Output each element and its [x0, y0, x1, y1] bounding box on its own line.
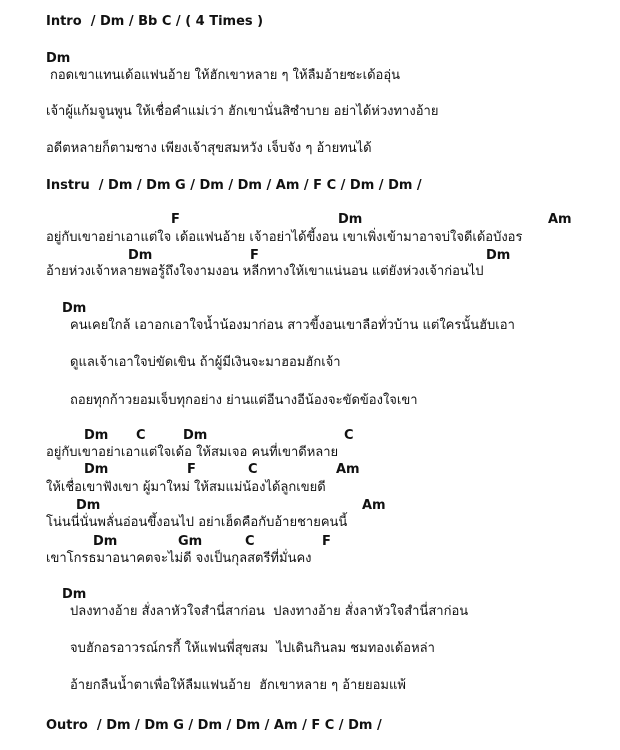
verse3-chord: Dm [62, 587, 87, 602]
verse2-lyric-1: คนเคยใกล้ เอาอกเอาใจน้ำน้องมาก่อน สาวขี้งอนเขาลือทั่วบ้าน แต่ใครนั้นฮับเอา [70, 318, 515, 333]
verse1-chord: Dm [46, 51, 71, 66]
chorus2-lyric-1: อยู่กับเขาอย่าเอาแต่ใจเด้อ ให้สมเจอ คนที่เขาดีหลาย [46, 445, 339, 460]
chorus2-lyric-3: โน่นนี่นั่นพลั่นอ่อนขึ้งอนไป อย่าเฮ็ดคือกับอ้ายชายคนนี้ [46, 515, 348, 530]
chord-f: F [187, 462, 196, 477]
chord-f: F [322, 534, 331, 549]
chord-c: C [136, 428, 146, 443]
verse1-lyric-1: กอดเขาแทนเด้อแฟนอ้าย ให้ฮักเขาหลาย ๆ ให้ลืมอ้ายซะเด้ออุ่น [50, 68, 401, 83]
verse2-chord: Dm [62, 301, 87, 316]
chorus1-lyric-2: อ้ายห่วงเจ้าหลายพอรู้ถึงใจงามงอน หลีกทางให้เขาแน่นอน แต่ยังห่วงเจ้าก่อนไป [46, 264, 484, 279]
chord-am: Am [548, 212, 572, 227]
chord-gm: Gm [178, 534, 203, 549]
chord-c: C [248, 462, 258, 477]
chord-f: F [171, 212, 180, 227]
chord-c: C [344, 428, 354, 443]
chord-dm: Dm [84, 428, 109, 443]
chorus2-lyric-4: เขาโกรธมาอนาคตจะไม่ดี จงเป็นกุลสตรีที่มั่นคง [46, 551, 312, 566]
chord-c: C [245, 534, 255, 549]
chord-dm: Dm [84, 462, 109, 477]
chord-dm: Dm [76, 498, 101, 513]
verse1-lyric-2: เจ้าผู้แก้มจูนพูน ให้เชื่อคำแม่เว่า ฮักเขานั่นสิซำบาย อย่าได้ห่วงทางอ้าย [46, 104, 439, 119]
chord-dm: Dm [486, 248, 511, 263]
verse2-lyric-2: ดูแลเจ้าเอาใจบ่ขัดเขิน ถ้าผู้มีเงินจะมาฮอมฮักเจ้า [70, 355, 341, 370]
instrumental-line: Instru / Dm / Dm G / Dm / Dm / Am / F C / Dm / Dm / [46, 178, 422, 193]
chord-dm: Dm [338, 212, 363, 227]
chorus2-lyric-2: ให้เชื่อเขาฟังเขา ผู้มาใหม่ ให้สมแม่น้องได้ลูกเขยดี [46, 480, 326, 495]
outro-line: Outro / Dm / Dm G / Dm / Dm / Am / F C / Dm / [46, 718, 382, 733]
intro-line: Intro / Dm / Bb C / ( 4 Times ) [46, 14, 264, 29]
verse2-lyric-3: ถอยทุกก้าวยอมเจ็บทุกอย่าง ย่านแต่อีนางอีน้องจะขัดข้องใจเขา [70, 393, 418, 408]
chord-dm: Dm [128, 248, 153, 263]
chord-f: F [250, 248, 259, 263]
chord-dm: Dm [93, 534, 118, 549]
chord-am: Am [362, 498, 386, 513]
verse1-lyric-3: อดีตหลายก็ตามซาง เพียงเจ้าสุขสมหวัง เจ็บจัง ๆ อ้ายทนได้ [46, 141, 372, 156]
verse3-lyric-1: ปลงทางอ้าย สั่งลาหัวใจสำนี่สาก่อน ปลงทางอ้าย สั่งลาหัวใจสำนี่สาก่อน [70, 604, 469, 619]
verse3-lyric-2: จบฮักอรอาวรณ์กรกี้ ให้แฟนพี่สุขสม ไปเดินกินลม ชมทองเด้อหล่า [70, 641, 435, 656]
chorus1-lyric-1: อยู่กับเขาอย่าเอาแต่ใจ เด้อแฟนอ้าย เจ้าอย่าได้ขี้งอน เขาเพิ่งเข้ามาอาจบ่ใจดีเด้อบังอร [46, 230, 523, 245]
chord-am: Am [336, 462, 360, 477]
chord-dm: Dm [183, 428, 208, 443]
verse3-lyric-3: อ้ายกลืนน้ำตาเพื่อให้ลืมแฟนอ้าย ฮักเขาหลาย ๆ อ้ายยอมแพ้ [70, 678, 406, 693]
